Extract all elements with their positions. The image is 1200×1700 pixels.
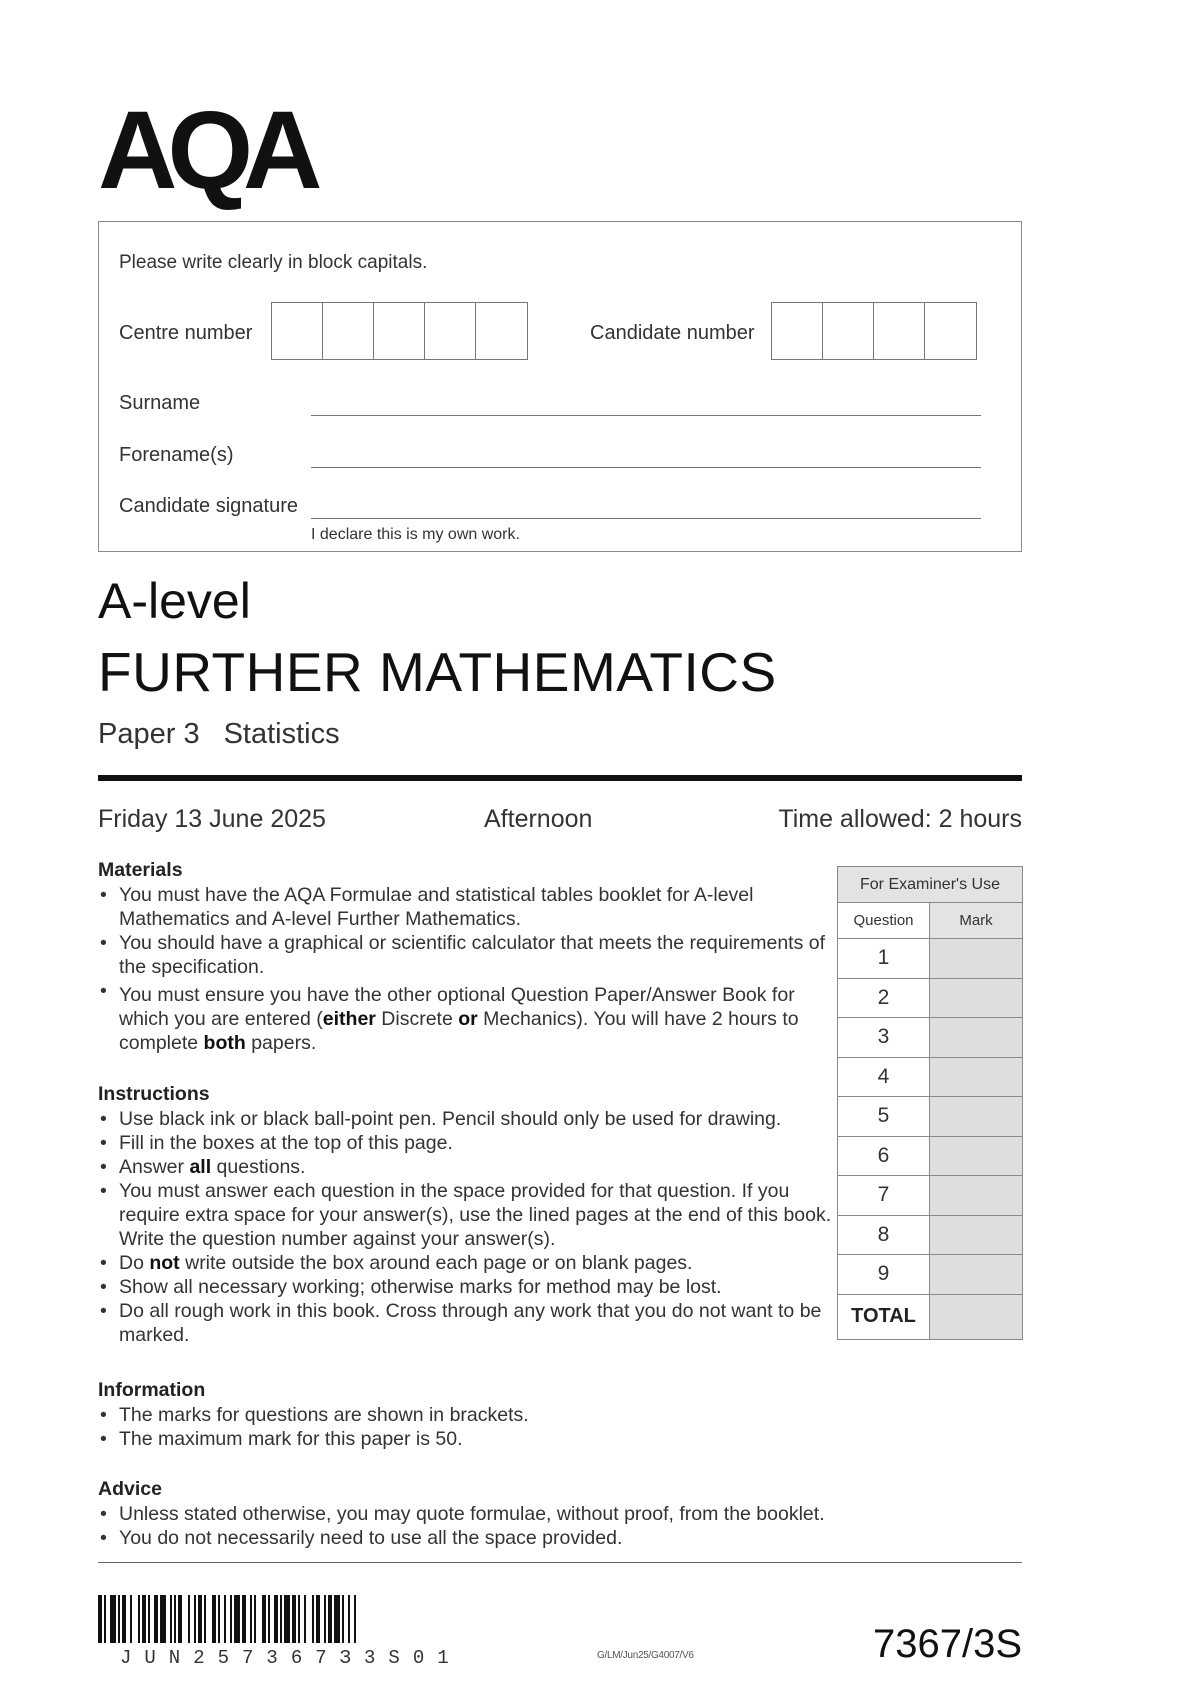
candidate-details-box	[98, 221, 1022, 552]
centre-number-digit[interactable]	[272, 303, 323, 359]
list-item: • You must ensure you have the other optional Question Paper/Answer Book for which you are entered (either Discrete or Mechanics). You will have 2 hours to complete both papers.	[98, 979, 838, 1055]
candidate-number-digit[interactable]	[823, 303, 874, 359]
exam-session: Afternoon	[484, 805, 593, 833]
list-item: • Do all rough work in this book. Cross through any work that you do not want to be marked.	[98, 1299, 838, 1347]
mark-cell	[930, 939, 1023, 979]
signature-label: Candidate signature	[119, 495, 299, 517]
question-number: 1	[838, 939, 930, 979]
candidate-number-digit[interactable]	[925, 303, 976, 359]
candidate-number-boxes[interactable]	[771, 302, 977, 360]
question-number: 6	[838, 1136, 930, 1176]
surname-field[interactable]	[311, 415, 981, 416]
mark-cell	[930, 978, 1023, 1018]
instructions-section	[98, 1082, 838, 1347]
list-item: • Unless stated otherwise, you may quote formulae, without proof, from the booklet.	[98, 1502, 998, 1526]
mark-cell	[930, 1215, 1023, 1255]
aqa-logo: AQA	[98, 89, 313, 212]
list-item: • Answer all questions.	[98, 1155, 838, 1179]
total-label: TOTAL	[838, 1294, 930, 1339]
paper-number: Paper 3	[98, 718, 200, 750]
question-number: 5	[838, 1097, 930, 1137]
barcode-bar	[280, 1595, 282, 1643]
barcode-bar	[312, 1595, 314, 1643]
barcode-bar	[104, 1595, 106, 1643]
question-number: 4	[838, 1057, 930, 1097]
question-number: 9	[838, 1255, 930, 1295]
barcode-bar	[284, 1595, 290, 1643]
examiner-table-title: For Examiner's Use	[838, 867, 1023, 903]
barcode-bar	[274, 1595, 278, 1643]
barcode-bar	[224, 1595, 226, 1643]
question-number: 3	[838, 1018, 930, 1058]
barcode	[98, 1595, 470, 1643]
centre-number-digit[interactable]	[476, 303, 527, 359]
mark-cell	[930, 1018, 1023, 1058]
list-item: • You do not necessarily need to use all the space provided.	[98, 1526, 998, 1550]
barcode-bar	[316, 1595, 320, 1643]
instructions-list	[98, 1107, 838, 1347]
forenames-field[interactable]	[311, 467, 981, 468]
barcode-bar	[230, 1595, 232, 1643]
paper-code: 7367/3S	[872, 1622, 1022, 1666]
question-number: 2	[838, 978, 930, 1018]
list-item: • You must have the AQA Formulae and statistical tables booklet for A-level Mathematics and A-level Further Mathematics.	[98, 883, 838, 931]
barcode-bar	[342, 1595, 344, 1643]
list-item: • The marks for questions are shown in brackets.	[98, 1403, 838, 1427]
advice-section	[98, 1477, 998, 1550]
centre-number-digit[interactable]	[374, 303, 425, 359]
barcode-bar	[348, 1595, 350, 1643]
list-item: • Fill in the boxes at the top of this page.	[98, 1131, 838, 1155]
mark-column-header: Mark	[930, 903, 1023, 939]
footer-divider	[98, 1562, 1022, 1563]
barcode-bar	[118, 1595, 120, 1643]
paper-title	[98, 718, 364, 751]
barcode-bar	[242, 1595, 246, 1643]
barcode-bar	[254, 1595, 256, 1643]
list-item: • The maximum mark for this paper is 50.	[98, 1427, 838, 1451]
list-item: • You must answer each question in the space provided for that question. If you require extra space for your answer(s), use the lined pages at the end of this book. Write the question number against your answer(s).	[98, 1179, 838, 1251]
barcode-bar	[324, 1595, 326, 1643]
candidate-number-digit[interactable]	[874, 303, 925, 359]
barcode-bar	[142, 1595, 146, 1643]
question-number: 8	[838, 1215, 930, 1255]
qualification-level: A-level	[98, 573, 251, 629]
barcode-bar	[250, 1595, 252, 1643]
list-item: • Show all necessary working; otherwise marks for method may be lost.	[98, 1275, 838, 1299]
barcode-bar	[154, 1595, 158, 1643]
signature-field[interactable]	[311, 518, 981, 519]
barcode-bar	[138, 1595, 140, 1643]
information-list	[98, 1403, 838, 1451]
mark-cell	[930, 1255, 1023, 1295]
question-number: 7	[838, 1176, 930, 1216]
list-item: • Do not write outside the box around each page or on blank pages.	[98, 1251, 838, 1275]
barcode-bar	[188, 1595, 190, 1643]
mark-cell	[930, 1057, 1023, 1097]
barcode-bar	[334, 1595, 340, 1643]
surname-label: Surname	[119, 392, 201, 414]
barcode-bar	[130, 1595, 132, 1643]
barcode-bar	[292, 1595, 296, 1643]
barcode-bar	[178, 1595, 182, 1643]
document-reference: G/LM/Jun25/G4007/V6	[597, 1650, 694, 1661]
barcode-bar	[262, 1595, 266, 1643]
declaration-text: I declare this is my own work.	[311, 526, 520, 543]
block-capitals-instruction: Please write clearly in block capitals.	[119, 252, 428, 273]
barcode-bar	[204, 1595, 206, 1643]
header-divider	[98, 775, 1022, 781]
barcode-bar	[328, 1595, 332, 1643]
barcode-bar	[298, 1595, 300, 1643]
materials-list	[98, 883, 838, 1055]
examiner-use-table	[837, 866, 1023, 1340]
advice-heading: Advice	[98, 1478, 162, 1500]
barcode-bar	[170, 1595, 172, 1643]
total-mark-cell	[930, 1294, 1023, 1339]
mark-cell	[930, 1136, 1023, 1176]
exam-date: Friday 13 June 2025	[98, 805, 326, 833]
centre-number-digit[interactable]	[323, 303, 374, 359]
paper-component: Statistics	[223, 718, 340, 750]
forenames-label: Forename(s)	[119, 444, 234, 466]
information-section	[98, 1378, 838, 1451]
mark-cell	[930, 1097, 1023, 1137]
barcode-text: JUN257367З3S01	[120, 1647, 462, 1669]
barcode-bar	[148, 1595, 150, 1643]
time-allowed: Time allowed: 2 hours	[778, 805, 1022, 833]
barcode-bar	[160, 1595, 166, 1643]
barcode-bar	[174, 1595, 176, 1643]
materials-section	[98, 858, 838, 1055]
barcode-bar	[110, 1595, 116, 1643]
instructions-heading: Instructions	[98, 1083, 210, 1105]
information-heading: Information	[98, 1379, 206, 1401]
advice-list	[98, 1502, 998, 1550]
barcode-bar	[212, 1595, 216, 1643]
barcode-bar	[198, 1595, 202, 1643]
barcode-bar	[98, 1595, 102, 1643]
barcode-bar	[234, 1595, 240, 1643]
centre-number-boxes[interactable]	[271, 302, 528, 360]
barcode-bar	[268, 1595, 270, 1643]
mark-cell	[930, 1176, 1023, 1216]
candidate-number-label: Candidate number	[590, 322, 755, 344]
centre-number-digit[interactable]	[425, 303, 476, 359]
list-item: • You should have a graphical or scientific calculator that meets the requirements of the specification.	[98, 931, 838, 979]
centre-number-label: Centre number	[119, 322, 253, 344]
list-item: • Use black ink or black ball-point pen. Pencil should only be used for drawing.	[98, 1107, 838, 1131]
barcode-bar	[218, 1595, 220, 1643]
materials-heading: Materials	[98, 859, 183, 881]
subject-title: FURTHER MATHEMATICS	[98, 641, 777, 703]
barcode-bar	[194, 1595, 196, 1643]
barcode-bar	[304, 1595, 306, 1643]
barcode-bar	[122, 1595, 126, 1643]
candidate-number-digit[interactable]	[772, 303, 823, 359]
question-column-header: Question	[838, 903, 930, 939]
barcode-bar	[354, 1595, 356, 1643]
